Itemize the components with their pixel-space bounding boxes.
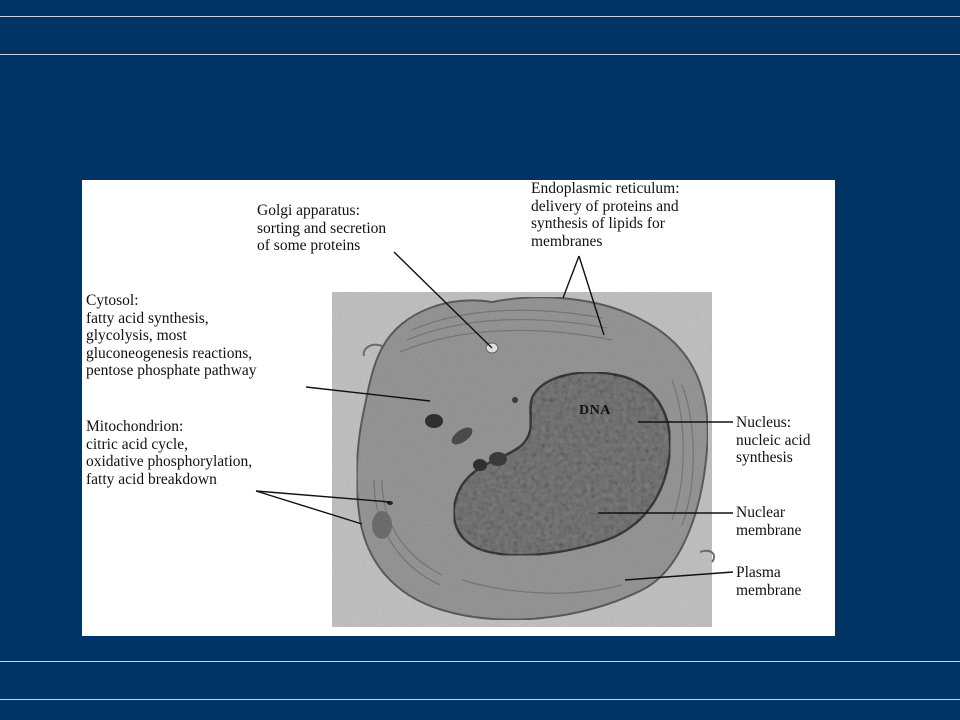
cytosol-label: Cytosol: fatty acid synthesis, glycolysis, most gluconeogenesis reactions, pentose phosphate pathway (86, 292, 257, 379)
dna-label: DNA (579, 403, 611, 418)
top-rule-lower (0, 54, 960, 55)
bottom-rule-lower (0, 699, 960, 700)
er-label: Endoplasmic reticulum: delivery of proteins and synthesis of lipids for membranes (531, 180, 680, 250)
mitochondrion-label: Mitochondrion: citric acid cycle, oxidative phosphorylation, fatty acid breakdown (86, 418, 253, 488)
er-leader-left (563, 256, 579, 298)
plasma-membrane-label: Plasma membrane (736, 564, 802, 599)
cell-micrograph (82, 180, 835, 636)
bottom-rule-upper (0, 661, 960, 662)
nucleus-label: Nucleus: nucleic acid synthesis (736, 414, 811, 466)
golgi-label: Golgi apparatus: sorting and secretion of some proteins (257, 202, 387, 254)
cell-micrograph-figure (82, 180, 835, 636)
top-rule-upper (0, 16, 960, 17)
nuclear-membrane-label: Nuclear membrane (736, 504, 802, 539)
